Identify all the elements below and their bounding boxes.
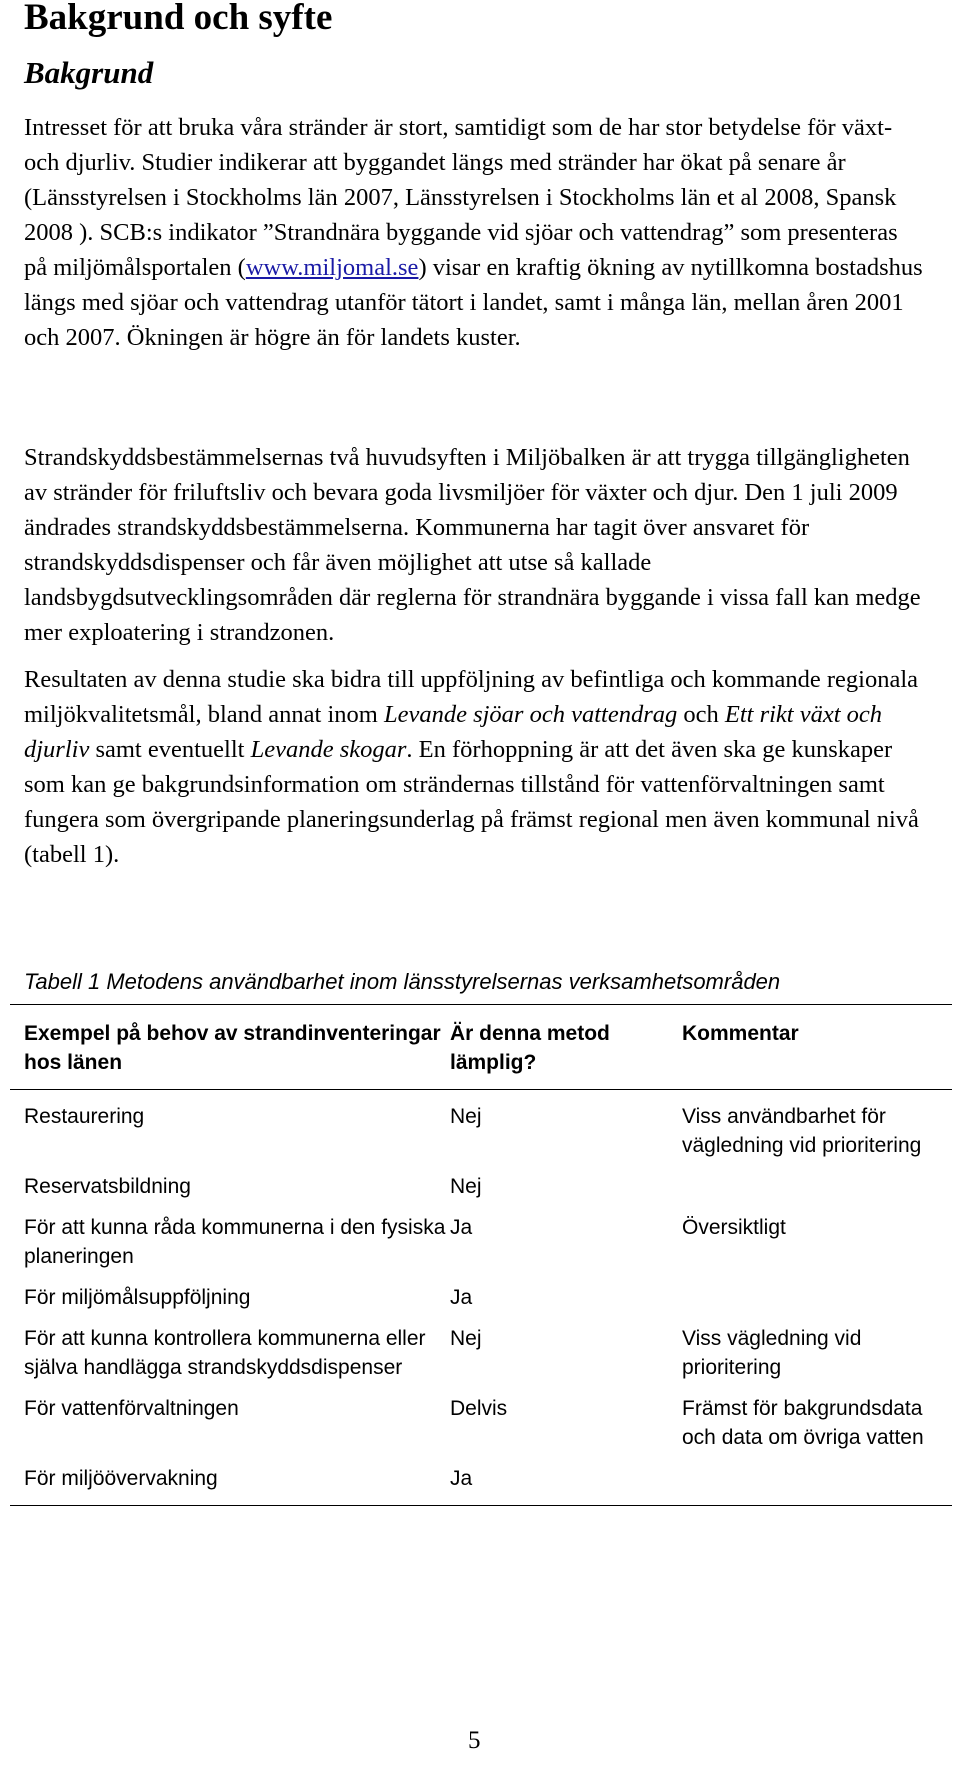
paragraph-background [24,110,924,355]
table-cell [682,1172,952,1201]
table-row [10,1382,952,1452]
italic-term: Levande skogar [250,736,407,763]
table-caption: Tabell 1 Metodens användbarhet inom länsstyrelsernas verksamhetsområden [24,969,781,994]
table-cell [682,1283,952,1312]
table-cell: Viss vägledning vid prioritering [682,1327,862,1379]
table-cell: Ja [450,1286,473,1309]
table-row [10,1090,952,1160]
table-cell: Reservatsbildning [24,1175,191,1198]
table-cell: För att kunna kontrollera kommunerna eller själva handlägga strandskyddsdispenser [24,1327,426,1379]
paragraph-text: Intresset för att bruka våra stränder är stort, samtidigt som de har stor betydelse för växt- och djurliv. Studier indikerar att byggandet längs med stränder har ökat på senare år (Länsstyrelsen i Stockholms län 2007, Länsstyrelsen i Stockholms län et al 2008, Spansk 2008 ). SCB:s indikator ”Strandnära byggande vid sjöar och vattendrag” som presenteras på miljömålsportalen ( [24,114,898,281]
table-cell: För att kunna råda kommunerna i den fysiska planeringen [24,1216,446,1268]
table-header-cell: Kommentar [682,1022,799,1045]
table-cell: Restaurering [24,1105,145,1128]
table-header-cell: Exempel på behov av strandinventeringar hos länen [24,1022,441,1074]
table-cell: Nej [450,1105,482,1128]
table-cell: Ja [450,1467,473,1490]
table-bottom-spacer [10,1493,952,1505]
page-heading: Bakgrund och syfte [24,0,333,38]
table-cell: Ja [450,1216,473,1239]
italic-term: Levande sjöar och vattendrag [383,701,678,728]
table-cell: Nej [450,1175,482,1198]
table-header-cell: Är denna metod lämplig? [450,1022,610,1074]
table-row [10,1160,952,1201]
paragraph-text: Resultaten av denna studie ska bidra till uppföljning av befintliga och kommande regionala miljökvalitetsmål, bland annat inom [24,666,919,728]
table-cell: Viss användbarhet för vägledning vid prioritering [682,1105,922,1157]
paragraph-text: . En förhoppning är att det även ska ge kunskaper som kan ge bakgrundsinformation om strändernas tillstånd för vattenförvaltningen samt fungera som övergripande planeringsunderlag på främst regional men även kommunal nivå (tabell 1). [24,736,919,868]
table-cell [682,1464,952,1493]
method-usability-table [10,1004,952,1506]
table-row [10,1312,952,1382]
table-cell: För miljöövervakning [24,1467,218,1490]
table-cell: Nej [450,1327,482,1350]
table-cell: Främst för bakgrundsdata och data om övriga vatten [682,1397,924,1449]
section-subheading: Bakgrund [24,55,154,90]
table-header-row [10,1005,952,1090]
paragraph-text: ) visar en kraftig ökning av nytillkomna bostadshus längs med sjöar och vattendrag utanför tätort i landet, samt i många län, mellan åren 2001 och 2007. Ökningen är högre än för landets kuster. [24,254,923,351]
italic-term: Ett rikt växt och djurliv [24,701,883,763]
paragraph-results [24,662,924,872]
page-number: 5 [468,1727,481,1754]
table-row [10,1201,952,1271]
paragraph-strandskydd: Strandskyddsbestämmelsernas två huvudsyften i Miljöbalken är att trygga tillgängligheten av stränder för friluftsliv och bevara goda livsmiljöer för växter och djur. Den 1 juli 2009 ändrades strandskyddsbestämmelserna. Kommunerna har tagit över ansvaret för strandskyddsdispenser och får även möjlighet att utse så kallade landsbygdsutvecklingsområden där reglerna för strandnära byggande i vissa fall kan medge mer exploatering i strandzonen. [24,444,921,646]
table-row [10,1271,952,1312]
paragraph-text: och [677,701,725,728]
table-row [10,1452,952,1493]
table-cell: Översiktligt [682,1216,786,1239]
table-cell: För miljömålsuppföljning [24,1286,251,1309]
table-cell: För vattenförvaltningen [24,1397,239,1420]
paragraph-text: samt eventuellt [89,736,251,763]
miljomal-link[interactable]: www.miljomal.se [245,254,419,281]
table-cell: Delvis [450,1397,508,1420]
